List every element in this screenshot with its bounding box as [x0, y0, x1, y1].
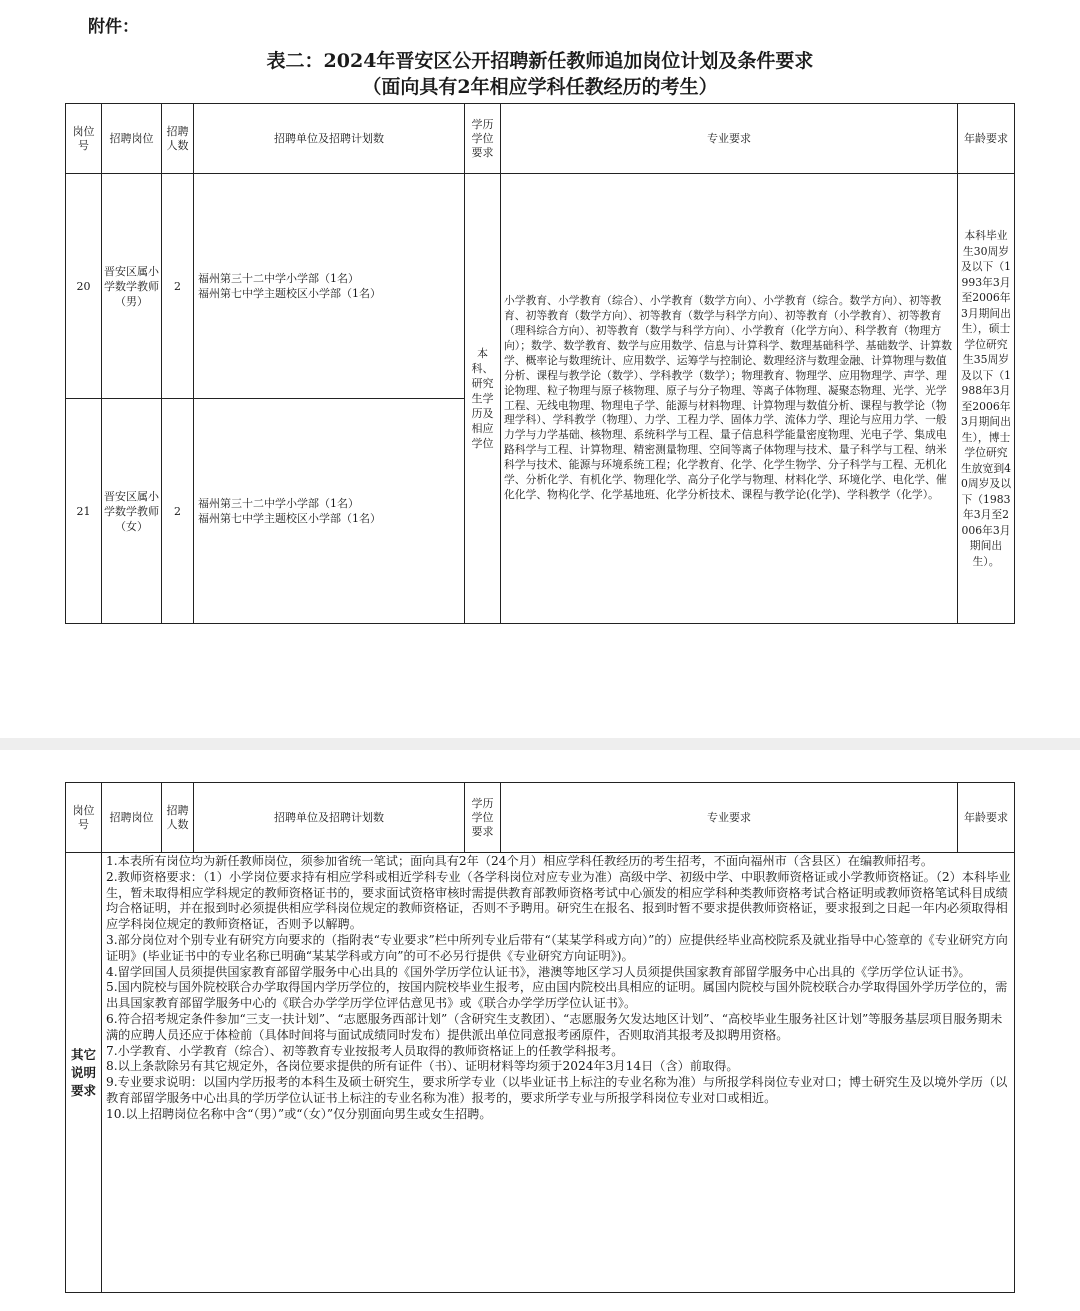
note-item: 7.小学教育、小学教育（综合）、初等教育专业按报考人员取得的教师资格证上的任教学科报考。 [106, 1043, 624, 1058]
page-subtitle: （面向具有2年相应学科任教经历的考生） [362, 76, 718, 98]
recruitment-table [65, 103, 1015, 624]
note-item: 2.教师资格要求：（1）小学岗位要求持有相应学科或相近学科专业（各学科岗位对应专业为准）高级中学、初级中学、中职教师资格证或小学教师资格证。（2）本科毕业生，暂未取得相应学科规定的教师资格证书的，要求面试资格审核时需提供教育部教师资格考试中心颁发的相应学科种类教师资格考试合格证明或教师资格笔试科目成绩均合格证明，并在报到时必须提供相应学科岗位规定的教师资格证，否则不予聘用。研究生在报名、报到时暂不要求提供教师资格证，要求报到之日起一年内必须取得相应学科岗位规定的教师资格证，否则予以解聘。 [106, 869, 1011, 932]
header-units: 招聘单位及招聘计划数 [194, 783, 465, 853]
degree-cell: 本科、研究生学历及相应学位 [465, 174, 501, 624]
notes-cell [102, 853, 1015, 1293]
unit-line: 福州第三十二中学小学部（1名） [198, 272, 359, 285]
header-post-no: 岗位号 [66, 783, 102, 853]
header-age: 年龄要求 [958, 783, 1015, 853]
header-post-name: 招聘岗位 [102, 104, 162, 174]
header-post-name: 招聘岗位 [102, 783, 162, 853]
table-row [66, 174, 1015, 399]
header-degree: 学历学位要求 [465, 104, 501, 174]
major-cell: 小学教育、小学教育（综合）、小学教育（数学方向）、小学教育（综合。数学方向）、初等教育、初等教育（数学方向）、初等教育（数学与科学方向）、初等教育（小学教育）、初等教育（理科综合方向）、初等教育（数学与科学方向）、小学教育（化学方向）、科学教育（物理方向）；数学、数学教育、数学与应用数学、信息与计算科学、数理基础科学、基础数学、计算数学、概率论与数理统计、应用数学、运筹学与控制论、数理经济与数理金融、计算物理与数值分析、课程与教学论（数学）、学科教学（数学）；物理教育、物理学、应用物理学、声学、理论物理、粒子物理与原子核物理、原子与分子物理、等离子体物理、凝聚态物理、光学、光学工程、无线电物理、物理电子学、能源与材料物理、计算物理与数值分析、课程与教学论（物理学科）、学科教学（物理）、力学、工程力学、固体力学、流体力学、理论与应用力学、一般力学与力学基础、核物理、系统科学与工程、量子信息科学能量密度物理、光电子学、集成电路科学与工程、计算物理、精密测量物理、空间等离子体物理与技术、量子科学与工程、纳米科学与技术、能源与环境系统工程；化学教育、化学、化学生物学、分子科学与工程、无机化学、分析化学、有机化学、物理化学、高分子化学与物理、材料化学、环境化学、电化学、催化化学、物构化学、化学基地班、化学分析技术、课程与教学论(化学)、学科教学（化学）。 [501, 174, 958, 624]
post-no-cell: 21 [66, 399, 102, 624]
unit-line: 福州第七中学主题校区小学部（1名） [198, 287, 381, 300]
note-item: 8.以上条款除另有其它规定外，各岗位要求提供的所有证件（书）、证明材料等均须于2024年3月14日（含）前取得。 [106, 1059, 739, 1074]
header-major: 专业要求 [501, 783, 958, 853]
table-header-row [66, 783, 1015, 853]
notes-row [66, 853, 1015, 1293]
note-item: 1.本表所有岗位均为新任教师岗位，须参加省统一笔试；面向具有2年（24个月）相应学科任教经历的考生招考，不面向福州市（含县区）在编教师招考。 [106, 854, 934, 868]
other-notes-label: 其它说明要求 [66, 853, 102, 1293]
note-item: 10.以上招聘岗位名称中含“（男）”或“（女）”仅分别面向男生或女生招聘。 [106, 1106, 492, 1121]
page-title: 表二：2024年晋安区公开招聘新任教师追加岗位计划及条件要求 [266, 50, 814, 72]
post-no-cell: 20 [66, 174, 102, 399]
table-header-row [66, 104, 1015, 174]
header-major: 专业要求 [501, 104, 958, 174]
header-degree: 学历学位要求 [465, 783, 501, 853]
unit-line: 福州第三十二中学小学部（1名） [198, 497, 359, 510]
header-post-no: 岗位号 [66, 104, 102, 174]
note-item: 5.国内院校与国外院校联合办学取得国内学历学位的，按国内院校毕业生报考，应由国内院校出具相应的证明。属国内院校与国外院校联合办学取得国外学历学位的，需出具国家教育部留学服务中心的《联合办学学历学位评估意见书》或《联合办学学历学位认证书》。 [106, 980, 1008, 1011]
units-cell [194, 174, 465, 399]
post-name-cell: 晋安区属小学数学教师（女） [102, 399, 162, 624]
header-count: 招聘人数 [162, 104, 194, 174]
note-item: 6.符合招考规定条件参加“三支一扶计划”、“志愿服务西部计划”（含研究生支教团）、“志愿服务欠发达地区计划”、“高校毕业生服务社区计划”等服务基层项目服务期未满的应聘人员还应于体检前（具体时间将与面试成绩同时发布）提供派出单位同意报考函原件，否则取消其报考及拟聘用资格。 [106, 1011, 1003, 1042]
attachment-label: 附件： [88, 17, 139, 37]
header-count: 招聘人数 [162, 783, 194, 853]
note-item: 9.专业要求说明：以国内学历报考的本科生及硕士研究生，要求所学专业（以毕业证书上标注的专业名称为准）与所报学科岗位专业对口；博士研究生及以境外学历（以教育部留学服务中心出具的学历学位认证书上标注的专业名称为准）报考的，要求所学专业与所报学科岗位专业对口或相近。 [106, 1075, 1008, 1105]
count-cell: 2 [162, 399, 194, 624]
header-age: 年龄要求 [958, 104, 1015, 174]
post-name-cell: 晋安区属小学数学教师（男） [102, 174, 162, 399]
header-units: 招聘单位及招聘计划数 [194, 104, 465, 174]
unit-line: 福州第七中学主题校区小学部（1名） [198, 512, 381, 525]
note-item: 3.部分岗位对个别专业有研究方向要求的（指附表“专业要求”栏中所列专业后带有“（某某学科或方向）”的）应提供经毕业高校院系及就业指导中心签章的《专业研究方向证明》(毕业证书中的专业名称已明确“某某学科或方向”的可不必另行提供《专业研究方向证明》)。 [106, 932, 1008, 963]
notes-table [65, 782, 1015, 1293]
note-item: 4.留学回国人员须提供国家教育部留学服务中心出具的《国外学历学位认证书》，港澳等地区学习人员须提供国家教育部留学服务中心出具的《学历学位认证书》。 [106, 964, 971, 979]
units-cell [194, 399, 465, 624]
age-cell: 本科毕业生30周岁及以下（1993年3月至2006年3月期间出生），硕士学位研究生35周岁及以下（1988年3月至2006年3月期间出生），博士学位研究生放宽到40周岁及以下（1983年3月至2006年3月期间出生）。 [958, 174, 1015, 624]
count-cell: 2 [162, 174, 194, 399]
page-divider [0, 738, 1080, 750]
